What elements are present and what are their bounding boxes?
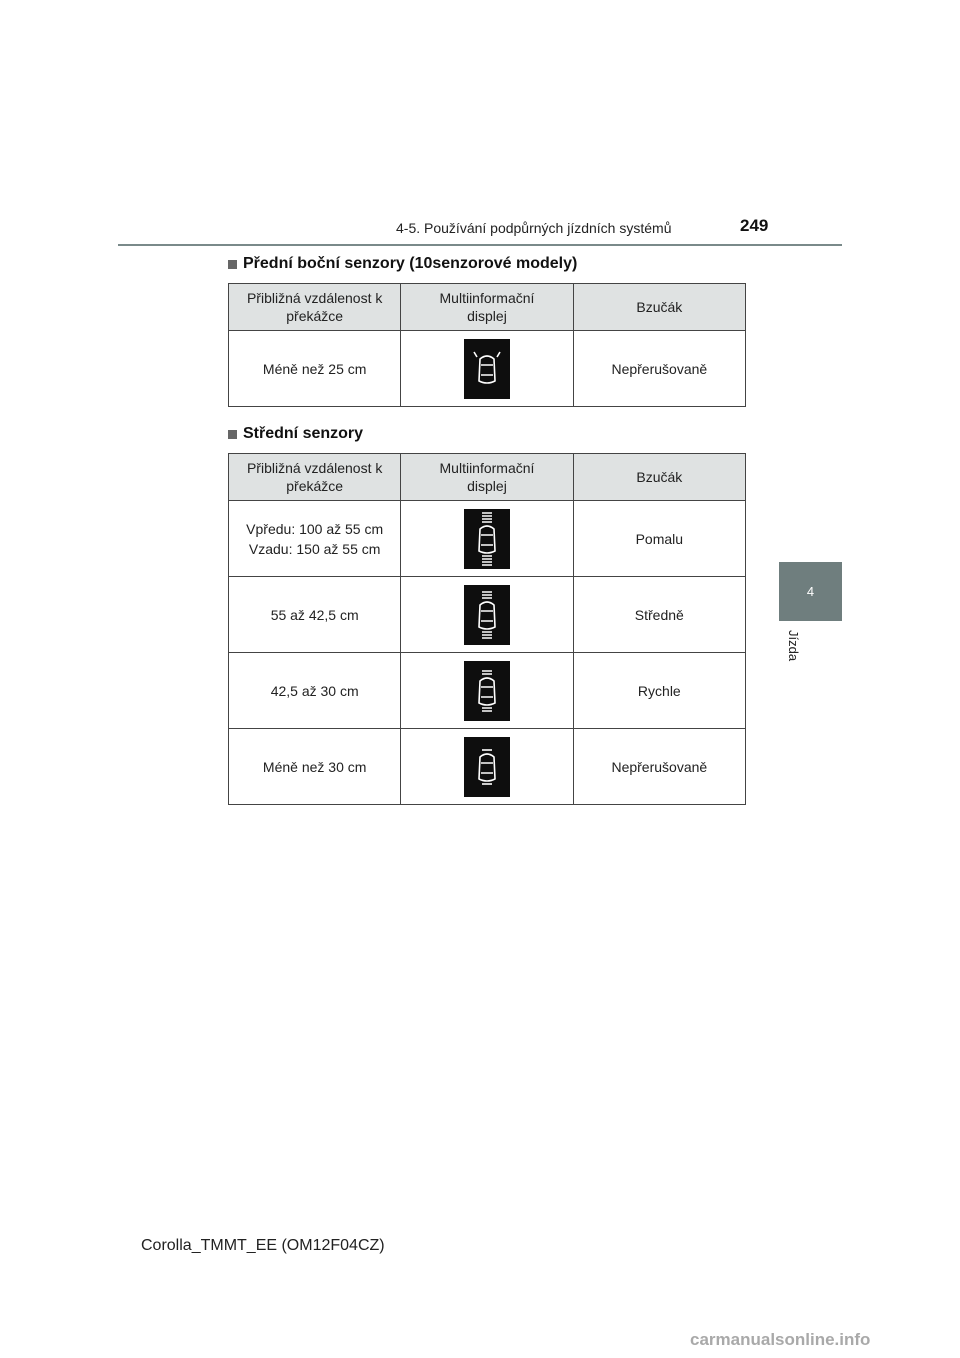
column-header-display-text: Multiinformační displej [439, 460, 535, 494]
section-heading-center [228, 425, 363, 443]
buzzer-cell: Pomalu [573, 501, 745, 577]
table-row [229, 653, 746, 729]
table-row [229, 729, 746, 805]
column-header-distance [229, 454, 401, 501]
table-row [229, 331, 746, 407]
section-heading-text: Přední boční senzory (10senzorové modely) [243, 255, 578, 272]
center-sensor-table [228, 453, 746, 805]
buzzer-cell: Rychle [573, 653, 745, 729]
display-cell [401, 501, 573, 577]
section-heading-text: Střední senzory [243, 425, 364, 442]
display-cell [401, 331, 573, 407]
square-bullet-icon [228, 260, 237, 269]
footer-model-code: Corolla_TMMT_EE (OM12F04CZ) [141, 1237, 385, 1254]
column-header-distance-text: Přibližná vzdálenost k překážce [246, 460, 383, 494]
distance-cell [229, 577, 401, 653]
distance-cell [229, 501, 401, 577]
distance-cell [229, 729, 401, 805]
buzzer-cell: Nepřerušovaně [573, 331, 745, 407]
section-heading-front-side [228, 255, 577, 273]
buzzer-cell: Nepřerušovaně [573, 729, 745, 805]
column-header-buzzer-text: Bzučák [636, 299, 683, 315]
distance-line: 55 až 42,5 cm [270, 606, 359, 623]
distance-line: Vpředu: 100 až 55 cm [246, 520, 384, 537]
front-side-sensor-table [228, 283, 746, 407]
car-side-sensor-icon [464, 339, 510, 399]
table-row [229, 501, 746, 577]
buzzer-cell: Středně [573, 577, 745, 653]
column-header-distance-text: Přibližná vzdálenost k překážce [246, 290, 383, 324]
distance-cell [229, 331, 401, 407]
table-header-row [229, 454, 746, 501]
header-rule [118, 244, 842, 246]
column-header-display-text: Multiinformační displej [439, 290, 535, 324]
column-header-distance [229, 284, 401, 331]
display-cell [401, 653, 573, 729]
display-cell [401, 729, 573, 805]
column-header-buzzer [573, 454, 745, 501]
car-center-sensor-2-bars-icon [464, 661, 510, 721]
car-center-sensor-1-bar-icon [464, 737, 510, 797]
distance-cell [229, 653, 401, 729]
chapter-number: 4 [806, 584, 815, 599]
car-center-sensor-4-bars-icon [464, 509, 510, 569]
distance-line: Méně než 25 cm [262, 360, 367, 377]
distance-line: 42,5 až 30 cm [270, 682, 359, 699]
distance-line: Méně než 30 cm [262, 758, 367, 775]
chapter-label: Jízda [786, 630, 801, 662]
column-header-buzzer [573, 284, 745, 331]
car-center-sensor-3-bars-icon [464, 585, 510, 645]
column-header-display [401, 454, 573, 501]
square-bullet-icon [228, 430, 237, 439]
table-row [229, 577, 746, 653]
page-number: 249 [740, 216, 769, 235]
running-header-title: 4-5. Používání podpůrných jízdních systémů [396, 220, 672, 236]
column-header-display [401, 284, 573, 331]
watermark: carmanualsonline.info [690, 1330, 871, 1349]
table-header-row [229, 284, 746, 331]
column-header-buzzer-text: Bzučák [636, 469, 683, 485]
chapter-tab [779, 562, 842, 621]
display-cell [401, 577, 573, 653]
distance-line: Vzadu: 150 až 55 cm [248, 540, 381, 557]
